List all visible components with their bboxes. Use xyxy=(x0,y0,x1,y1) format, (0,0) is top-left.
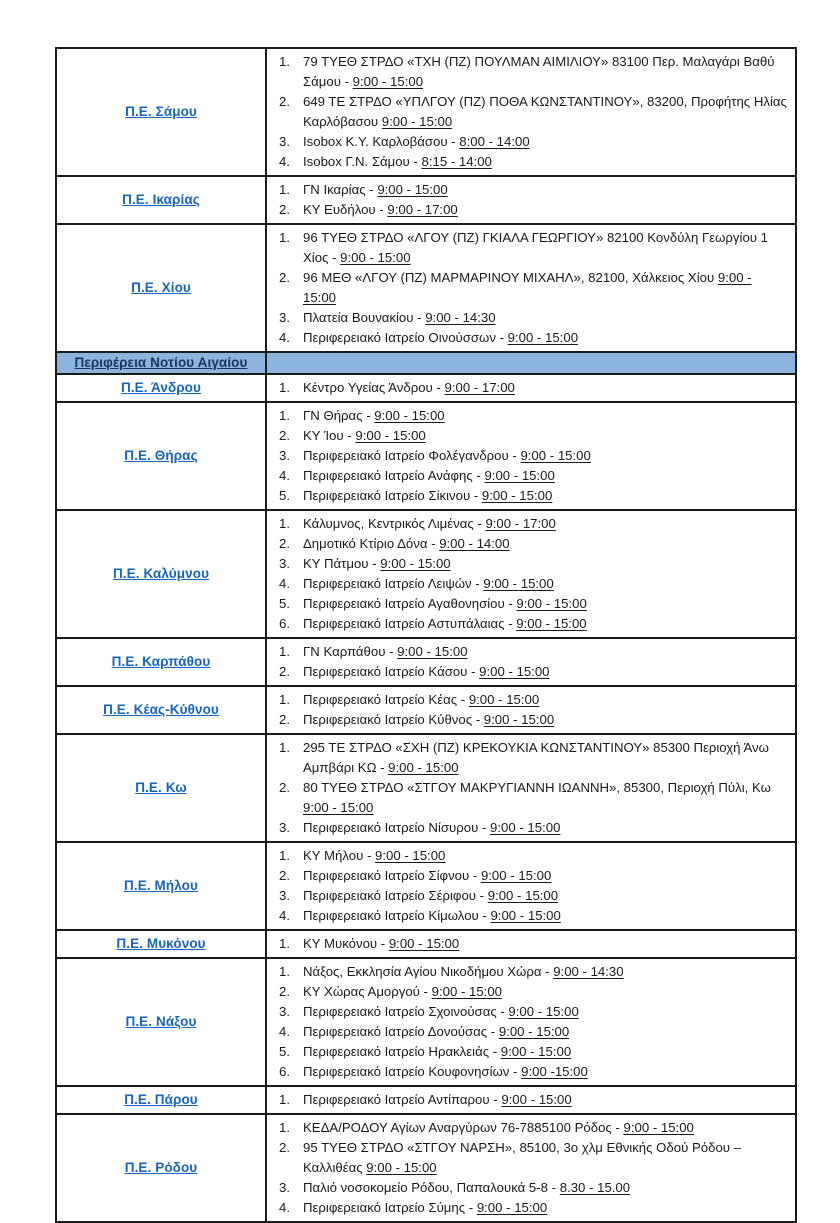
section-row xyxy=(56,352,796,374)
region-row xyxy=(56,734,796,842)
item-number: 5. xyxy=(279,488,290,503)
opening-hours: 8.30 - 15.00 xyxy=(559,1180,631,1195)
region-cell xyxy=(56,686,266,734)
region-row xyxy=(56,510,796,638)
item-number: 2. xyxy=(279,1140,290,1155)
opening-hours: 9:00 - 15:00 xyxy=(500,1044,572,1059)
item-number: 1. xyxy=(279,848,290,863)
facility-item xyxy=(279,886,787,906)
region-row xyxy=(56,930,796,958)
item-number: 2. xyxy=(279,780,290,795)
opening-hours: 9:00 - 15:00 xyxy=(366,1160,437,1175)
region-link[interactable]: Π.Ε. Μυκόνου xyxy=(116,936,206,951)
facility-text: Περιφερειακό Ιατρείο Φολέγανδρου - 9:00 - 15:00 xyxy=(303,448,591,463)
item-number: 5. xyxy=(279,1044,290,1059)
facility-text: Δημοτικό Κτίριο Δόνα - 9:00 - 14:00 xyxy=(303,536,510,551)
item-number: 5. xyxy=(279,596,290,611)
facility-item xyxy=(279,846,787,866)
opening-hours: 9:00 - 15:00 xyxy=(303,800,374,815)
region-link[interactable]: Π.Ε. Χίου xyxy=(131,280,191,295)
region-row xyxy=(56,686,796,734)
region-row xyxy=(56,224,796,352)
opening-hours: 9:00 - 17:00 xyxy=(387,202,458,217)
facility-list-cell xyxy=(266,224,796,352)
facility-item xyxy=(279,614,787,634)
item-number: 4. xyxy=(279,154,290,169)
facility-item xyxy=(279,1118,787,1138)
facility-item xyxy=(279,1178,787,1198)
item-number: 6. xyxy=(279,616,290,631)
facility-item xyxy=(279,426,787,446)
facility-text: ΚΥ Μήλου - 9:00 - 15:00 xyxy=(303,848,446,863)
facility-list-cell xyxy=(266,1086,796,1114)
opening-hours: 9:00 - 15:00 xyxy=(490,908,561,923)
region-cell xyxy=(56,930,266,958)
facility-text: Νάξος, Εκκλησία Αγίου Νικοδήμου Χώρα - 9:00 - 14:30 xyxy=(303,964,624,979)
facility-text: Περιφερειακό Ιατρείο Αντίπαρου - 9:00 - 15:00 xyxy=(303,1092,572,1107)
facility-text: Περιφερειακό Ιατρείο Κάσου - 9:00 - 15:00 xyxy=(303,664,550,679)
region-row xyxy=(56,842,796,930)
opening-hours: 9:00 - 15:00 xyxy=(508,1004,579,1019)
region-link[interactable]: Π.Ε. Σάμου xyxy=(125,104,197,119)
opening-hours: 9:00 - 14:30 xyxy=(553,964,624,979)
facility-list-cell xyxy=(266,176,796,224)
facility-list-cell xyxy=(266,1114,796,1222)
region-cell xyxy=(56,224,266,352)
facility-text: ΚΥ Χώρας Αμοργού - 9:00 - 15:00 xyxy=(303,984,503,999)
opening-hours: 9:00 - 15:00 xyxy=(507,330,579,345)
opening-hours: 9:00 - 15:00 xyxy=(374,408,445,423)
facility-text: ΓΝ Ικαρίας - 9:00 - 15:00 xyxy=(303,182,448,197)
facility-list-cell xyxy=(266,402,796,510)
item-number: 2. xyxy=(279,202,290,217)
facility-item xyxy=(279,1090,787,1110)
facility-text: Περιφερειακό Ιατρείο Αγαθονησίου - 9:00 - 15:00 xyxy=(303,596,587,611)
facility-text: 96 ΤΥΕΘ ΣΤΡΔΟ «ΛΓΟΥ (ΠΖ) ΓΚΙΑΛΑ ΓΕΩΡΓΙΟΥ» 82100 Κονδύλη Γεωργίου 1 Χίος - 9:00 - 15:00 xyxy=(303,230,769,265)
opening-hours: 8:15 - 14:00 xyxy=(421,154,492,169)
region-cell xyxy=(56,48,266,176)
item-number: 1. xyxy=(279,182,290,197)
section-header-spacer xyxy=(266,352,796,374)
facility-item xyxy=(279,866,787,886)
facility-item xyxy=(279,228,787,268)
opening-hours: 9:00 - 15:00 xyxy=(487,888,559,903)
item-number: 2. xyxy=(279,428,290,443)
facility-text: Περιφερειακό Ιατρείο Δονούσας - 9:00 - 15:00 xyxy=(303,1024,570,1039)
region-row xyxy=(56,958,796,1086)
opening-hours: 9:00 - 15:00 xyxy=(483,712,555,727)
facility-item xyxy=(279,982,787,1002)
facility-text: ΚΕΔΑ/ΡΟΔΟΥ Αγίων Αναργύρων 76-7885100 Ρόδος - 9:00 - 15:00 xyxy=(303,1120,694,1135)
opening-hours: 9:00 - 15:00 xyxy=(340,250,411,265)
facility-text: Κάλυμνος, Κεντρικός Λιμένας - 9:00 - 17:00 xyxy=(303,516,556,531)
facility-text: 649 ΤΕ ΣΤΡΔΟ «ΥΠΛΓΟΥ (ΠΖ) ΠΟΘΑ ΚΩΝΣΤΑΝΤΙΝΟΥ», 83200, Προφήτης Ηλίας Καρλόβασου 9:00 - 15:00 xyxy=(303,94,787,129)
facility-text: Isobox Κ.Υ. Καρλοβάσου - 8:00 - 14:00 xyxy=(303,134,530,149)
facility-text: Παλιό νοσοκομείο Ρόδου, Παπαλουκά 5-8 - 8.30 - 15.00 xyxy=(303,1180,631,1195)
region-cell xyxy=(56,1086,266,1114)
facility-item xyxy=(279,52,787,92)
regions-table xyxy=(55,47,797,1223)
facility-text: Περιφερειακό Ιατρείο Κίμωλου - 9:00 - 15:00 xyxy=(303,908,561,923)
facility-item xyxy=(279,962,787,982)
facility-text: Περιφερειακό Ιατρείο Σύμης - 9:00 - 15:00 xyxy=(303,1200,548,1215)
facility-text: ΚΥ Μυκόνου - 9:00 - 15:00 xyxy=(303,936,460,951)
opening-hours: 9:00 - 15:00 xyxy=(483,576,554,591)
facility-item xyxy=(279,1002,787,1022)
facility-item xyxy=(279,534,787,554)
item-number: 3. xyxy=(279,888,290,903)
facility-item xyxy=(279,92,787,132)
facility-text: Περιφερειακό Ιατρείο Ηρακλειάς - 9:00 - 15:00 xyxy=(303,1044,572,1059)
region-row xyxy=(56,1114,796,1222)
opening-hours: 9:00 - 17:00 xyxy=(485,516,556,531)
facility-item xyxy=(279,200,787,220)
facility-item xyxy=(279,934,787,954)
facility-list-cell xyxy=(266,842,796,930)
item-number: 2. xyxy=(279,712,290,727)
facility-item xyxy=(279,466,787,486)
region-row xyxy=(56,176,796,224)
facility-text: ΚΥ Ίου - 9:00 - 15:00 xyxy=(303,428,426,443)
facility-text: 79 ΤΥΕΘ ΣΤΡΔΟ «ΤΧΗ (ΠΖ) ΠΟΥΛΜΑΝ ΑΙΜΙΛΙΟΥ» 83100 Περ. Μαλαγάρι Βαθύ Σάμου - 9:00 - 15:00 xyxy=(303,54,775,89)
facility-item xyxy=(279,308,787,328)
facility-text: Περιφερειακό Ιατρείο Αστυπάλαιας - 9:00 - 15:00 xyxy=(303,616,587,631)
item-number: 2. xyxy=(279,868,290,883)
item-number: 4. xyxy=(279,1024,290,1039)
item-number: 1. xyxy=(279,1120,290,1135)
region-link[interactable]: Π.Ε. Κέας-Κύθνου xyxy=(103,702,219,717)
region-cell xyxy=(56,638,266,686)
facility-item xyxy=(279,514,787,534)
item-number: 1. xyxy=(279,54,290,69)
item-number: 3. xyxy=(279,1004,290,1019)
item-number: 1. xyxy=(279,1092,290,1107)
item-number: 1. xyxy=(279,380,290,395)
opening-hours: 9:00 - 17:00 xyxy=(444,380,515,395)
region-cell xyxy=(56,734,266,842)
item-number: 3. xyxy=(279,556,290,571)
facility-list-cell xyxy=(266,958,796,1086)
facility-text: Περιφερειακό Ιατρείο Οινούσσων - 9:00 - 15:00 xyxy=(303,330,579,345)
facility-item xyxy=(279,1198,787,1218)
facility-item xyxy=(279,1062,787,1082)
facility-text: ΓΝ Θήρας - 9:00 - 15:00 xyxy=(303,408,445,423)
region-cell xyxy=(56,510,266,638)
opening-hours: 9:00 - 15:00 xyxy=(501,1092,572,1107)
region-link[interactable]: Π.Ε. Καλύμνου xyxy=(112,566,210,581)
facility-list-cell xyxy=(266,48,796,176)
facility-text: 95 ΤΥΕΘ ΣΤΡΔΟ «ΣΤΓΟΥ ΝΑΡΣΗ», 85100, 3ο χλμ Εθνικής Οδού Ρόδου – Καλλιθέας 9:00 - 15:00 xyxy=(303,1140,741,1175)
facility-item xyxy=(279,554,787,574)
item-number: 4. xyxy=(279,908,290,923)
region-link[interactable]: Π.Ε. Άνδρου xyxy=(120,380,201,395)
opening-hours: 9:00 - 15:00 xyxy=(468,692,540,707)
facility-item xyxy=(279,594,787,614)
facility-text: ΓΝ Καρπάθου - 9:00 - 15:00 xyxy=(303,644,468,659)
item-number: 1. xyxy=(279,964,290,979)
facility-list-cell xyxy=(266,930,796,958)
item-number: 1. xyxy=(279,692,290,707)
facility-item xyxy=(279,738,787,778)
facility-item xyxy=(279,710,787,730)
facility-list-cell xyxy=(266,734,796,842)
opening-hours: 8:00 - 14:00 xyxy=(459,134,530,149)
opening-hours: 9:00 - 15:00 xyxy=(352,74,424,89)
facility-text: Κέντρο Υγείας Άνδρου - 9:00 - 17:00 xyxy=(303,380,515,395)
opening-hours: 9:00 - 15:00 xyxy=(431,984,503,999)
facility-text: Isobox Γ.Ν. Σάμου - 8:15 - 14:00 xyxy=(303,154,492,169)
opening-hours: 9:00 - 15:00 xyxy=(397,644,468,659)
facility-text: ΚΥ Ευδήλου - 9:00 - 17:00 xyxy=(303,202,458,217)
opening-hours: 9:00 - 15:00 xyxy=(380,556,451,571)
regions-table-body xyxy=(56,48,796,1222)
opening-hours: 9:00 - 15:00 xyxy=(355,428,426,443)
opening-hours: 9:00 - 15:00 xyxy=(480,868,552,883)
facility-item xyxy=(279,1042,787,1062)
region-cell xyxy=(56,842,266,930)
opening-hours: 9:00 - 15:00 xyxy=(516,596,587,611)
opening-hours: 9:00 - 14:00 xyxy=(439,536,510,551)
facility-item xyxy=(279,132,787,152)
item-number: 3. xyxy=(279,134,290,149)
facility-text: Περιφερειακό Ιατρείο Λειψών - 9:00 - 15:00 xyxy=(303,576,554,591)
region-link[interactable]: Π.Ε. Θήρας xyxy=(124,448,198,463)
item-number: 3. xyxy=(279,820,290,835)
facility-item xyxy=(279,662,787,682)
item-number: 2. xyxy=(279,94,290,109)
opening-hours: 9:00 - 15:00 xyxy=(516,616,587,631)
opening-hours: 9:00 - 15:00 xyxy=(479,664,550,679)
facility-item xyxy=(279,574,787,594)
facility-text: Περιφερειακό Ιατρείο Σέριφου - 9:00 - 15:00 xyxy=(303,888,559,903)
opening-hours: 9:00 - 15:00 xyxy=(303,270,752,305)
opening-hours: 9:00 - 15:00 xyxy=(490,820,561,835)
facility-text: ΚΥ Πάτμου - 9:00 - 15:00 xyxy=(303,556,451,571)
region-link[interactable]: Π.Ε. Πάρου xyxy=(124,1092,198,1107)
facility-item xyxy=(279,152,787,172)
item-number: 2. xyxy=(279,270,290,285)
opening-hours: 9:00 - 15:00 xyxy=(381,114,453,129)
facility-item xyxy=(279,778,787,818)
facility-text: Περιφερειακό Ιατρείο Ανάφης - 9:00 - 15:00 xyxy=(303,468,555,483)
region-row xyxy=(56,374,796,402)
item-number: 1. xyxy=(279,408,290,423)
region-link[interactable]: Π.Ε. Ρόδου xyxy=(124,1160,198,1175)
facility-text: Περιφερειακό Ιατρείο Σχοινούσας - 9:00 - 15:00 xyxy=(303,1004,579,1019)
item-number: 3. xyxy=(279,310,290,325)
facility-item xyxy=(279,1022,787,1042)
opening-hours: 9:00 - 15:00 xyxy=(481,488,553,503)
item-number: 2. xyxy=(279,984,290,999)
facility-item xyxy=(279,328,787,348)
region-cell xyxy=(56,1114,266,1222)
facility-item xyxy=(279,818,787,838)
item-number: 3. xyxy=(279,448,290,463)
section-header-cell xyxy=(56,352,266,374)
region-link[interactable]: Π.Ε. Μήλου xyxy=(124,878,198,893)
facility-text: Περιφερειακό Ιατρείο Κέας - 9:00 - 15:00 xyxy=(303,692,540,707)
region-row xyxy=(56,48,796,176)
facility-text: 295 ΤΕ ΣΤΡΔΟ «ΣΧΗ (ΠΖ) ΚΡΕΚΟΥΚΙΑ ΚΩΝΣΤΑΝΤΙΝΟΥ» 85300 Περιοχή Άνω Αμπβάρι ΚΩ - 9:00 - 15:00 xyxy=(303,740,769,775)
facility-item xyxy=(279,690,787,710)
opening-hours: 9:00 - 15:00 xyxy=(476,1200,548,1215)
facility-text: Περιφερειακό Ιατρείο Νίσυρου - 9:00 - 15:00 xyxy=(303,820,561,835)
facility-text: Περιφερειακό Ιατρείο Κουφονησίων - 9:00 -15:00 xyxy=(303,1064,588,1079)
item-number: 1. xyxy=(279,644,290,659)
facility-item xyxy=(279,378,787,398)
region-cell xyxy=(56,374,266,402)
facility-item xyxy=(279,906,787,926)
item-number: 4. xyxy=(279,330,290,345)
opening-hours: 9:00 - 15:00 xyxy=(388,936,460,951)
region-row xyxy=(56,402,796,510)
item-number: 6. xyxy=(279,1064,290,1079)
facility-text: Περιφερειακό Ιατρείο Κύθνος - 9:00 - 15:00 xyxy=(303,712,555,727)
item-number: 4. xyxy=(279,1200,290,1215)
item-number: 4. xyxy=(279,468,290,483)
region-link[interactable]: Π.Ε. Καρπάθου xyxy=(111,654,211,669)
item-number: 2. xyxy=(279,536,290,551)
item-number: 4. xyxy=(279,576,290,591)
opening-hours: 9:00 - 15:00 xyxy=(388,760,459,775)
region-row xyxy=(56,638,796,686)
item-number: 1. xyxy=(279,230,290,245)
facility-item xyxy=(279,486,787,506)
region-link[interactable]: Π.Ε. Κω xyxy=(135,780,187,795)
facility-list-cell xyxy=(266,374,796,402)
region-cell xyxy=(56,402,266,510)
opening-hours: 9:00 - 15:00 xyxy=(375,848,446,863)
region-cell xyxy=(56,958,266,1086)
facility-item xyxy=(279,268,787,308)
facility-list-cell xyxy=(266,510,796,638)
region-link[interactable]: Π.Ε. Ικαρίας xyxy=(122,192,200,207)
section-header-label[interactable]: Περιφέρεια Νοτίου Αιγαίου xyxy=(74,355,248,370)
opening-hours: 9:00 - 14:30 xyxy=(425,310,496,325)
facility-text: Περιφερειακό Ιατρείο Σίκινου - 9:00 - 15:00 xyxy=(303,488,553,503)
item-number: 3. xyxy=(279,1180,290,1195)
facility-list-cell xyxy=(266,686,796,734)
opening-hours: 9:00 - 15:00 xyxy=(377,182,448,197)
facility-text: Περιφερειακό Ιατρείο Σίφνου - 9:00 - 15:00 xyxy=(303,868,552,883)
facility-text: 96 ΜΕΘ «ΛΓΟΥ (ΠΖ) ΜΑΡΜΑΡΙΝΟΥ ΜΙΧΑΗΛ», 82100, Χάλκειος Χίου 9:00 - 15:00 xyxy=(303,270,752,305)
region-link[interactable]: Π.Ε. Νάξου xyxy=(125,1014,197,1029)
facility-item xyxy=(279,406,787,426)
facility-item xyxy=(279,180,787,200)
item-number: 1. xyxy=(279,516,290,531)
opening-hours: 9:00 - 15:00 xyxy=(498,1024,570,1039)
opening-hours: 9:00 - 15:00 xyxy=(520,448,591,463)
region-cell xyxy=(56,176,266,224)
facility-item xyxy=(279,642,787,662)
facility-item xyxy=(279,446,787,466)
facility-item xyxy=(279,1138,787,1178)
item-number: 1. xyxy=(279,936,290,951)
opening-hours: 9:00 - 15:00 xyxy=(484,468,555,483)
opening-hours: 9:00 -15:00 xyxy=(521,1064,588,1079)
region-row xyxy=(56,1086,796,1114)
item-number: 1. xyxy=(279,740,290,755)
facility-text: Πλατεία Βουνακίου - 9:00 - 14:30 xyxy=(303,310,496,325)
facility-text: 80 ΤΥΕΘ ΣΤΡΔΟ «ΣΤΓΟΥ ΜΑΚΡΥΓΙΑΝΝΗ ΙΩΑΝΝΗ», 85300, Περιοχή Πύλι, Κω 9:00 - 15:00 xyxy=(303,780,771,815)
opening-hours: 9:00 - 15:00 xyxy=(623,1120,694,1135)
item-number: 2. xyxy=(279,664,290,679)
facility-list-cell xyxy=(266,638,796,686)
